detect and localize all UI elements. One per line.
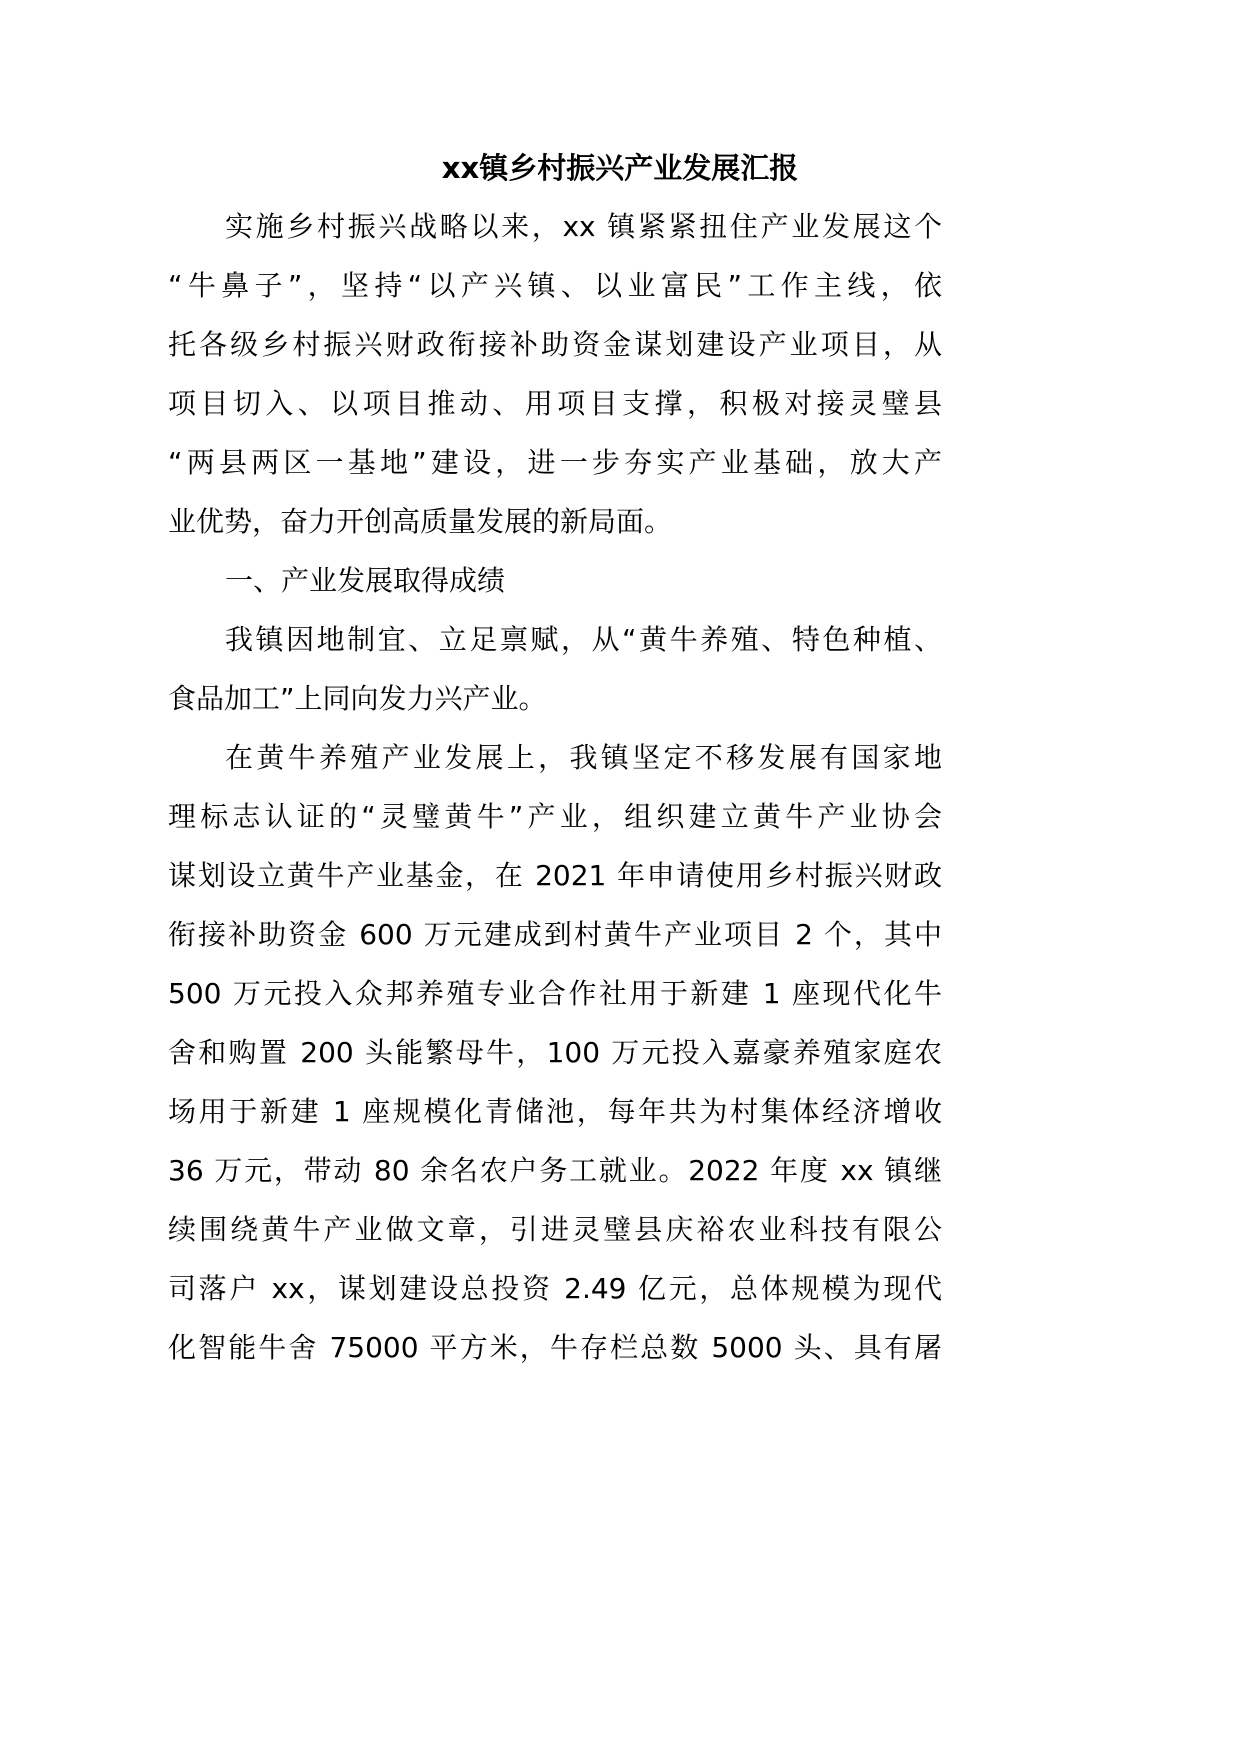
text-line: 司落户 xx，谋划建设总投资 2.49 亿元，总体规模为现代 (168, 1272, 942, 1305)
text-line: 在黄牛养殖产业发展上，我镇坚定不移发展有国家地 (225, 741, 942, 774)
document-body (168, 207, 942, 1387)
text-line: 食品加工”上同向发力兴产业。 (168, 682, 547, 715)
text-line: 36 万元，带动 80 余名农户务工就业。2022 年度 xx 镇继 (168, 1154, 942, 1187)
text-line: 500 万元投入众邦养殖专业合作社用于新建 1 座现代化牛 (168, 977, 942, 1010)
text-line: 项目切入、以项目推动、用项目支撑，积极对接灵璧县 (168, 387, 942, 420)
text-line: 一、产业发展取得成绩 (225, 564, 506, 597)
text-line: 实施乡村振兴战略以来，xx 镇紧紧扭住产业发展这个 (225, 210, 942, 243)
text-line: “两县两区一基地”建设，进一步夯实产业基础，放大产 (168, 446, 942, 479)
text-line: 托各级乡村振兴财政衔接补助资金谋划建设产业项目，从 (168, 328, 942, 361)
text-line: 理标志认证的“灵璧黄牛”产业，组织建立黄牛产业协会 (168, 800, 942, 833)
text-line: 谋划设立黄牛产业基金，在 2021 年申请使用乡村振兴财政 (168, 859, 942, 892)
document-title: xx镇乡村振兴产业发展汇报 (441, 151, 799, 185)
text-line: 衔接补助资金 600 万元建成到村黄牛产业项目 2 个，其中 (168, 918, 942, 951)
text-line: 场用于新建 1 座规模化青储池，每年共为村集体经济增收 (168, 1095, 942, 1128)
text-line: “牛鼻子”，坚持“以产兴镇、以业富民”工作主线，依 (168, 269, 942, 302)
text-line: 我镇因地制宜、立足禀赋，从“黄牛养殖、特色种植、 (225, 623, 942, 656)
text-line: 舍和购置 200 头能繁母牛，100 万元投入嘉豪养殖家庭农 (168, 1036, 942, 1069)
text-line: 化智能牛舍 75000 平方米，牛存栏总数 5000 头、具有屠 (168, 1331, 942, 1364)
text-line: 续围绕黄牛产业做文章，引进灵璧县庆裕农业科技有限公 (168, 1213, 942, 1246)
text-line: 业优势，奋力开创高质量发展的新局面。 (168, 505, 673, 538)
